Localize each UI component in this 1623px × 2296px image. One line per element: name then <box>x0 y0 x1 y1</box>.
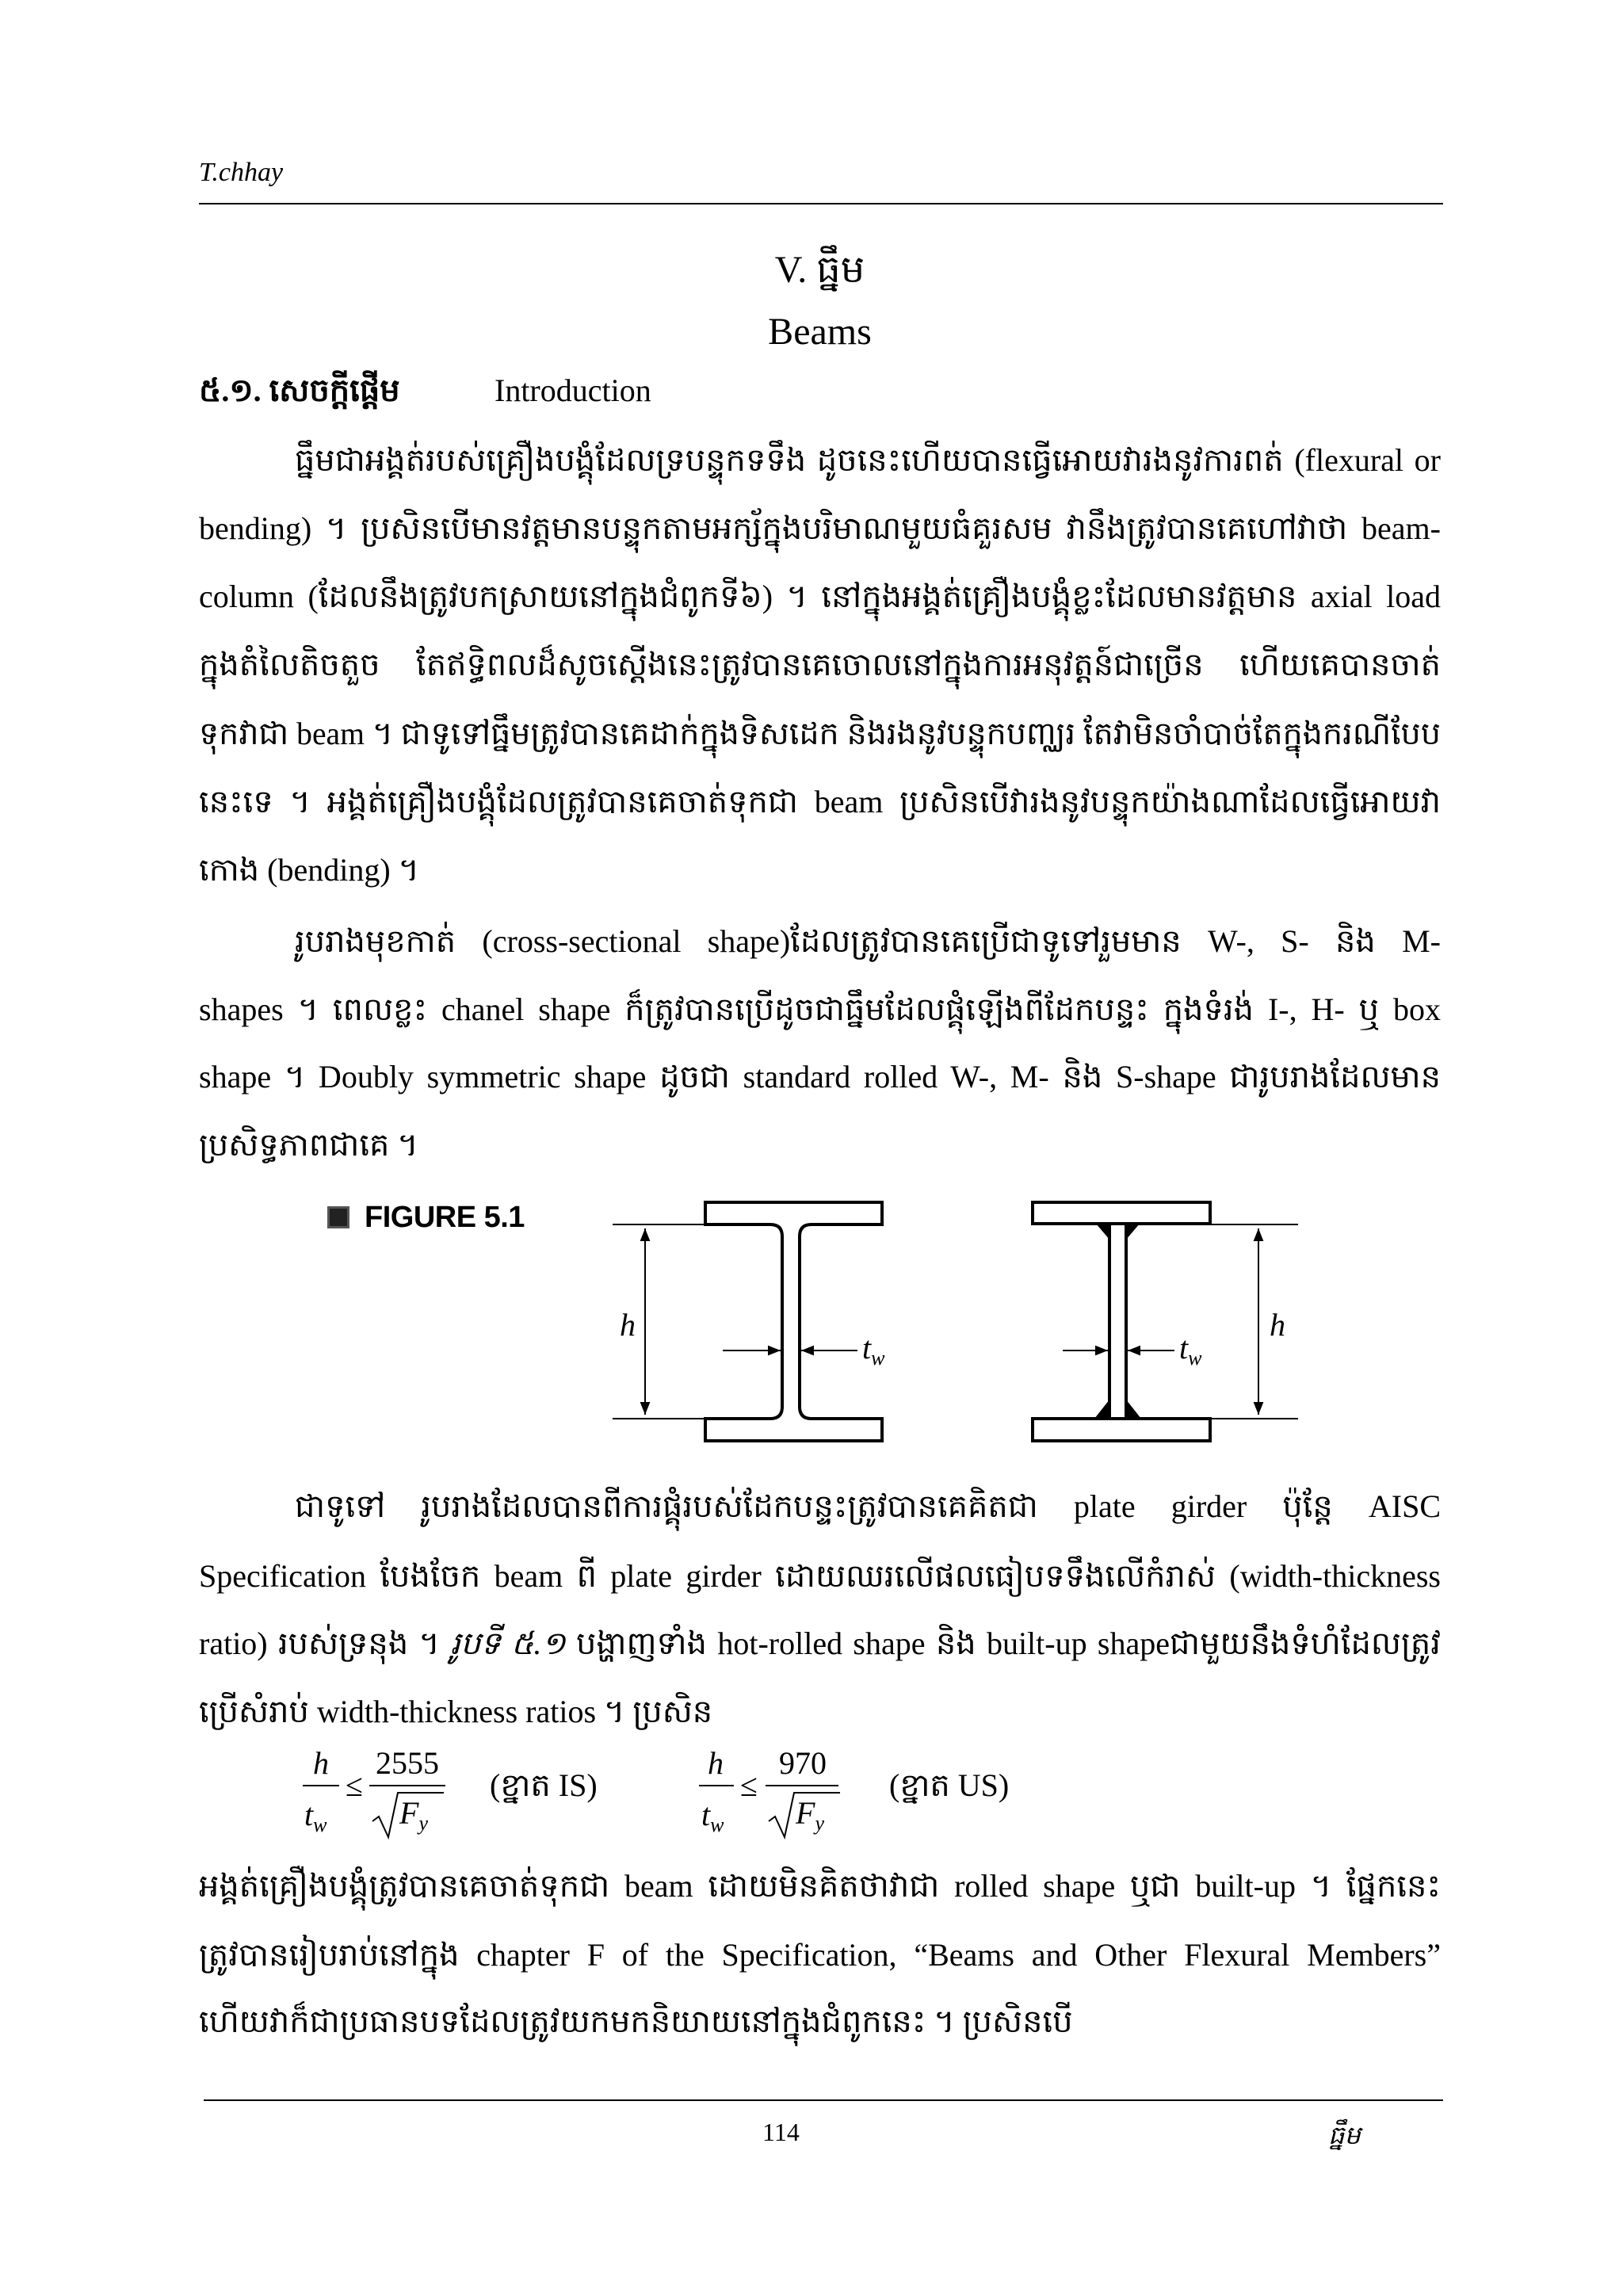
paragraph-2-line-1: រូបរាងមុខកាត់ (cross-sectional shape)ដែលត្រូវបានគេប្រើជាទូទៅរួមមាន W-, S- និង M- <box>295 923 1441 959</box>
figure-marker-icon <box>327 1206 349 1228</box>
formula-us-den-t: t <box>701 1797 711 1832</box>
formula-us-radicand <box>796 1796 824 1841</box>
paragraph-1-line-5: ទុកវាជា beam ។ ជាទូទៅធ្នឹមត្រូវបានគេដាក់ក្នុងទិសដេក និងរងនូវបន្ទុកបញ្ឈរ តែវាមិនចាំបាច់តែក្នុងករណីបែប <box>199 716 1441 751</box>
formula-is-den-sub: w <box>313 1813 327 1836</box>
formula-is-limit: 2555 <box>376 1745 439 1781</box>
figure-reference: រូបទី ៥.១ <box>450 1626 566 1661</box>
h-label-left: h <box>620 1307 636 1343</box>
weld-bottom-right <box>1126 1400 1141 1419</box>
formula-is-lhs-bar <box>303 1785 339 1786</box>
formula-is-unit: (ខ្នាត IS) <box>490 1767 598 1803</box>
figure-5-1-drawing <box>602 1189 1316 1450</box>
paragraph-1-line-2: bending) ។ ប្រសិនបើមានវត្តមានបន្ទុកតាមអក្ស័ក្នុងបរិមាណមួយធំគួរសម វានឹងត្រូវបានគេហៅវាថា beam- <box>199 510 1441 546</box>
tw-label-left-t: t <box>862 1330 872 1366</box>
formula-is-rad-sub: y <box>418 1812 428 1835</box>
paragraph-1-line-6: នេះទេ ។ អង្គត់គ្រឿងបង្គុំដែលត្រូវបានគេចាត់ទុកជា beam ប្រសិនបើវារងនូវបន្ទុកយ៉ាងណាដែលធ្វើអោយវា <box>199 784 1441 819</box>
formula-us-unit: (ខ្នាត US) <box>889 1767 1010 1803</box>
paragraph-3-line-3-start: ratio) របស់ទ្រនុង ។ <box>199 1626 451 1661</box>
rolled-shape-outline <box>705 1202 882 1441</box>
paragraph-3-line-1: ជាទូទៅ រូបរាងដែលបានពីការផ្គុំរបស់ដែកបន្ទះត្រូវបានគេគិតជា plate girder ប៉ុន្តែ AISC <box>295 1488 1441 1524</box>
formula-us-lhs-bar <box>699 1785 734 1786</box>
formula-is-rad-f: F <box>399 1795 419 1831</box>
formula-is-radicand <box>399 1796 428 1841</box>
footer-rule <box>204 2099 1443 2101</box>
section-heading-english: Introduction <box>495 372 651 408</box>
header-rule <box>199 203 1443 204</box>
tw-label-left-sub: w <box>871 1347 885 1370</box>
chapter-title-english: Beams <box>768 311 872 353</box>
page-number: 114 <box>762 2118 800 2146</box>
paragraph-3-line-4: ប្រើសំរាប់ width-thickness ratios ។ ប្រសិន <box>199 1694 713 1729</box>
weld-top-left <box>1096 1224 1109 1240</box>
chapter-title: V. ធ្នឹម <box>774 249 865 291</box>
formula-us-rhs-bar <box>766 1785 838 1786</box>
weld-top-right <box>1126 1224 1140 1240</box>
built-up-bottom-flange <box>1033 1419 1210 1441</box>
paragraph-2-line-3: shape ។ Doubly symmetric shape ដូចជា standard rolled W-, M- និង S-shape ជារូបរាងដែលមាន <box>199 1059 1441 1095</box>
paragraph-4-line-2: ត្រូវបានរៀបរាប់នៅក្នុង chapter F of the Specification, “Beams and Other Flexural Members” <box>199 1937 1441 1973</box>
paragraph-1-line-7: កោង (bending) ។ <box>199 852 420 888</box>
figure-caption: FIGURE 5.1 <box>365 1201 525 1234</box>
paragraph-1-line-1: ធ្នឹមជាអង្គត់របស់គ្រឿងបង្គុំដែលទ្របន្ទុកទទឹង ដូចនេះហើយបានធ្វើអោយវារងនូវការពត់ (flexural or <box>295 442 1441 478</box>
formula-us-rad-sub: y <box>815 1812 824 1835</box>
formula-us-denominator <box>701 1797 724 1843</box>
formula-us-operator: ≤ <box>740 1767 758 1803</box>
formula-is-numerator: h <box>313 1745 329 1781</box>
formula-is-rhs-bar <box>369 1785 445 1786</box>
paragraph-4-line-3: ហើយវាក៏ជាប្រធានបទដែលត្រូវយកមកនិយាយនៅក្នុងជំពូកនេះ ។ ប្រសិនបើ <box>199 2004 1073 2039</box>
paragraph-1-line-4: ក្នុងតំលៃតិចតួច តែឥទ្ធិពលដ៏សូចស្តើងនេះត្រូវបានគេចោលនៅក្នុងការអនុវត្តន៍ជាច្រើន ហើយគេបានចាត់ <box>199 647 1441 682</box>
formula-is-operator: ≤ <box>346 1767 363 1803</box>
tw-label-right-sub: w <box>1188 1347 1202 1370</box>
running-header-author: T.chhay <box>199 158 284 187</box>
tw-label-right-t: t <box>1179 1330 1189 1366</box>
tw-label-right <box>1179 1330 1202 1370</box>
running-footer-title: ធ្នឹម <box>1328 2121 1361 2149</box>
formula-us-limit: 970 <box>779 1745 827 1781</box>
built-up-web <box>1109 1224 1126 1419</box>
weld-bottom-left <box>1094 1400 1109 1419</box>
paragraph-3-line-3 <box>199 1616 1441 1671</box>
formula-us-rad-f: F <box>796 1795 815 1831</box>
paragraph-3-line-2: Specification បែងចែក beam ពី plate girder ដោយឈរលើផលធៀបទទឹងលើកំរាស់ (width-thickness <box>199 1558 1441 1594</box>
paragraph-3-line-3-end: បង្ហាញទាំង hot-rolled shape និង built-up shapeជាមួយនឹងទំហំដែលត្រូវ <box>565 1626 1441 1661</box>
paragraph-4-line-1: អង្គត់គ្រឿងបង្គុំត្រូវបានគេចាត់ទុកជា beam ដោយមិនគិតថាវាជា rolled shape ឬជា built-up ។ ផ្នែកនេះ <box>199 1868 1441 1904</box>
built-up-top-flange <box>1033 1202 1210 1224</box>
section-heading: ៥.១. សេចក្តីផ្តើម <box>199 372 400 408</box>
tw-label-left <box>862 1330 885 1370</box>
formula-is-den-t: t <box>304 1797 314 1832</box>
formula-us-den-sub: w <box>710 1813 724 1836</box>
paragraph-1-line-3: column (ដែលនឹងត្រូវបកស្រាយនៅក្នុងជំពូកទី៦) ។ នៅក្នុងអង្គត់គ្រឿងបង្គុំខ្លះដែលមានវត្តមាន axial load <box>199 579 1441 614</box>
h-label-right: h <box>1270 1307 1285 1343</box>
formula-is-denominator <box>304 1797 327 1843</box>
paragraph-2-line-2: shapes ។ ពេលខ្លះ chanel shape ក៏ត្រូវបានប្រើដូចជាធ្នឹមដែលផ្គុំឡើងពីដែកបន្ទះ ក្នុងទំរង់ I-, H- ឬ box <box>199 991 1441 1027</box>
formula-us-numerator: h <box>708 1745 724 1781</box>
paragraph-2-line-4: ប្រសិទ្ធភាពជាគេ ។ <box>199 1127 418 1163</box>
